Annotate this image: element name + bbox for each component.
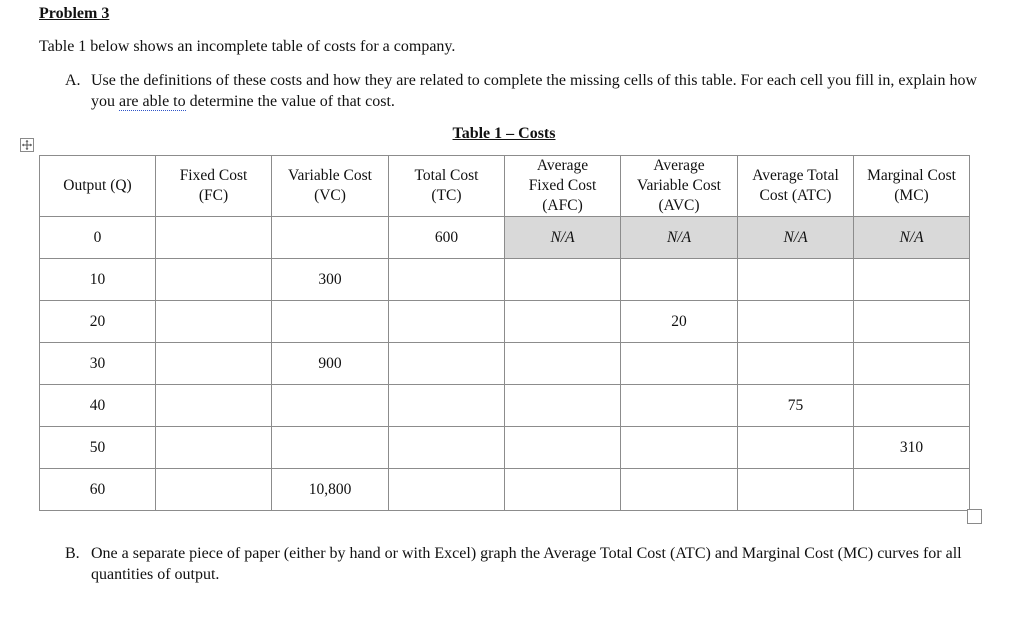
part-b-label: B. xyxy=(65,545,80,562)
table-cell[interactable] xyxy=(389,343,505,385)
column-header-line: (VC) xyxy=(314,187,346,204)
table-cell[interactable] xyxy=(272,385,389,427)
table-cell[interactable] xyxy=(389,385,505,427)
column-header-line: Cost (ATC) xyxy=(759,187,832,204)
table-cell[interactable]: 600 xyxy=(389,217,505,259)
table-row xyxy=(40,301,970,343)
table-cell[interactable] xyxy=(156,385,272,427)
table-cell[interactable]: N/A xyxy=(621,217,738,259)
table-cell[interactable]: 20 xyxy=(621,301,738,343)
part-a-label: A. xyxy=(65,72,81,89)
table-cell[interactable] xyxy=(272,301,389,343)
table-cell[interactable] xyxy=(389,259,505,301)
column-header-line: Average xyxy=(653,157,705,174)
table-move-handle[interactable] xyxy=(20,138,34,152)
table-cell[interactable] xyxy=(156,217,272,259)
table-row xyxy=(40,343,970,385)
column-header-line: (MC) xyxy=(894,187,929,204)
table-caption: Table 1 – Costs xyxy=(452,125,556,142)
part-a-text xyxy=(91,70,991,112)
table-cell[interactable] xyxy=(505,301,621,343)
table-cell[interactable] xyxy=(505,259,621,301)
table-cell[interactable]: 60 xyxy=(40,469,156,511)
table-cell[interactable] xyxy=(272,427,389,469)
column-header-line: (FC) xyxy=(198,187,229,204)
intro-text: Table 1 below shows an incomplete table of costs for a company. xyxy=(39,38,456,55)
column-header xyxy=(505,156,621,217)
part-a-text-end: determine the value of that cost. xyxy=(185,93,395,110)
column-header-line: Average Total xyxy=(752,167,839,184)
table-cell[interactable] xyxy=(854,469,970,511)
table-cell[interactable]: 50 xyxy=(40,427,156,469)
column-header xyxy=(40,156,156,217)
table-cell[interactable] xyxy=(156,301,272,343)
table-cell[interactable] xyxy=(505,469,621,511)
table-cell[interactable] xyxy=(621,427,738,469)
table-cell[interactable]: 10,800 xyxy=(272,469,389,511)
column-header-line: Fixed Cost xyxy=(179,167,248,184)
column-header-line: Average xyxy=(536,157,589,174)
part-b-text: One a separate piece of paper (either by hand or with Excel) graph the Average Total Cost (ATC) and Marginal Cost (MC) curves for all quantities of output. xyxy=(91,545,962,583)
column-header xyxy=(621,156,738,217)
column-header xyxy=(156,156,272,217)
table-cell[interactable]: 0 xyxy=(40,217,156,259)
column-header-line: Fixed Cost xyxy=(528,177,597,194)
column-header-line: Output (Q) xyxy=(63,177,132,194)
table-cell[interactable] xyxy=(156,259,272,301)
table-cell[interactable] xyxy=(272,217,389,259)
table-cell[interactable] xyxy=(738,343,854,385)
table-cell[interactable] xyxy=(505,427,621,469)
table-cell[interactable] xyxy=(854,385,970,427)
table-cell[interactable]: 900 xyxy=(272,343,389,385)
column-header xyxy=(854,156,970,217)
table-row xyxy=(40,469,970,511)
table-cell[interactable]: N/A xyxy=(854,217,970,259)
table-row xyxy=(40,385,970,427)
problem-title: Problem 3 xyxy=(39,5,110,22)
table-cell[interactable]: N/A xyxy=(505,217,621,259)
column-header xyxy=(272,156,389,217)
column-header-line: (AVC) xyxy=(658,197,700,214)
table-cell[interactable] xyxy=(854,301,970,343)
table-header-row xyxy=(40,156,970,217)
table-cell[interactable] xyxy=(738,469,854,511)
column-header-line: Variable Cost xyxy=(288,167,372,184)
table-resize-handle[interactable] xyxy=(967,509,982,524)
table-cell[interactable]: 310 xyxy=(854,427,970,469)
table-cell[interactable] xyxy=(156,427,272,469)
table-cell[interactable] xyxy=(156,343,272,385)
table-cell[interactable] xyxy=(389,427,505,469)
column-header-line: Variable Cost xyxy=(637,177,721,194)
table-cell[interactable]: 75 xyxy=(738,385,854,427)
table-cell[interactable] xyxy=(854,343,970,385)
part-a-text-start: Use the definitions of these costs and how they are related to complete the missing cells of this table. For each cell you fill in, explain how you xyxy=(91,72,977,110)
table-cell[interactable] xyxy=(854,259,970,301)
table-cell[interactable]: N/A xyxy=(738,217,854,259)
table-cell[interactable] xyxy=(389,301,505,343)
table-cell[interactable] xyxy=(505,385,621,427)
table-row xyxy=(40,217,970,259)
column-header xyxy=(389,156,505,217)
table-cell[interactable]: 300 xyxy=(272,259,389,301)
table-cell[interactable] xyxy=(621,469,738,511)
table-cell[interactable]: 40 xyxy=(40,385,156,427)
costs-table xyxy=(39,155,970,511)
table-cell[interactable]: 10 xyxy=(40,259,156,301)
table-cell[interactable] xyxy=(738,301,854,343)
table-cell[interactable] xyxy=(738,427,854,469)
column-header xyxy=(738,156,854,217)
table-cell[interactable] xyxy=(156,469,272,511)
column-header-line: Marginal Cost xyxy=(867,167,956,184)
table-cell[interactable] xyxy=(505,343,621,385)
table-cell[interactable] xyxy=(389,469,505,511)
table-row xyxy=(40,259,970,301)
table-row xyxy=(40,427,970,469)
table-cell[interactable]: 30 xyxy=(40,343,156,385)
grammar-flag[interactable]: are able to xyxy=(119,93,186,110)
table-cell[interactable]: 20 xyxy=(40,301,156,343)
table-cell[interactable] xyxy=(738,259,854,301)
column-header-line: (AFC) xyxy=(542,197,583,214)
table-cell[interactable] xyxy=(621,385,738,427)
column-header-line: (TC) xyxy=(431,187,462,204)
table-cell[interactable] xyxy=(621,343,738,385)
move-arrows-icon xyxy=(21,139,33,151)
column-header-line: Total Cost xyxy=(414,167,479,184)
table-cell[interactable] xyxy=(621,259,738,301)
